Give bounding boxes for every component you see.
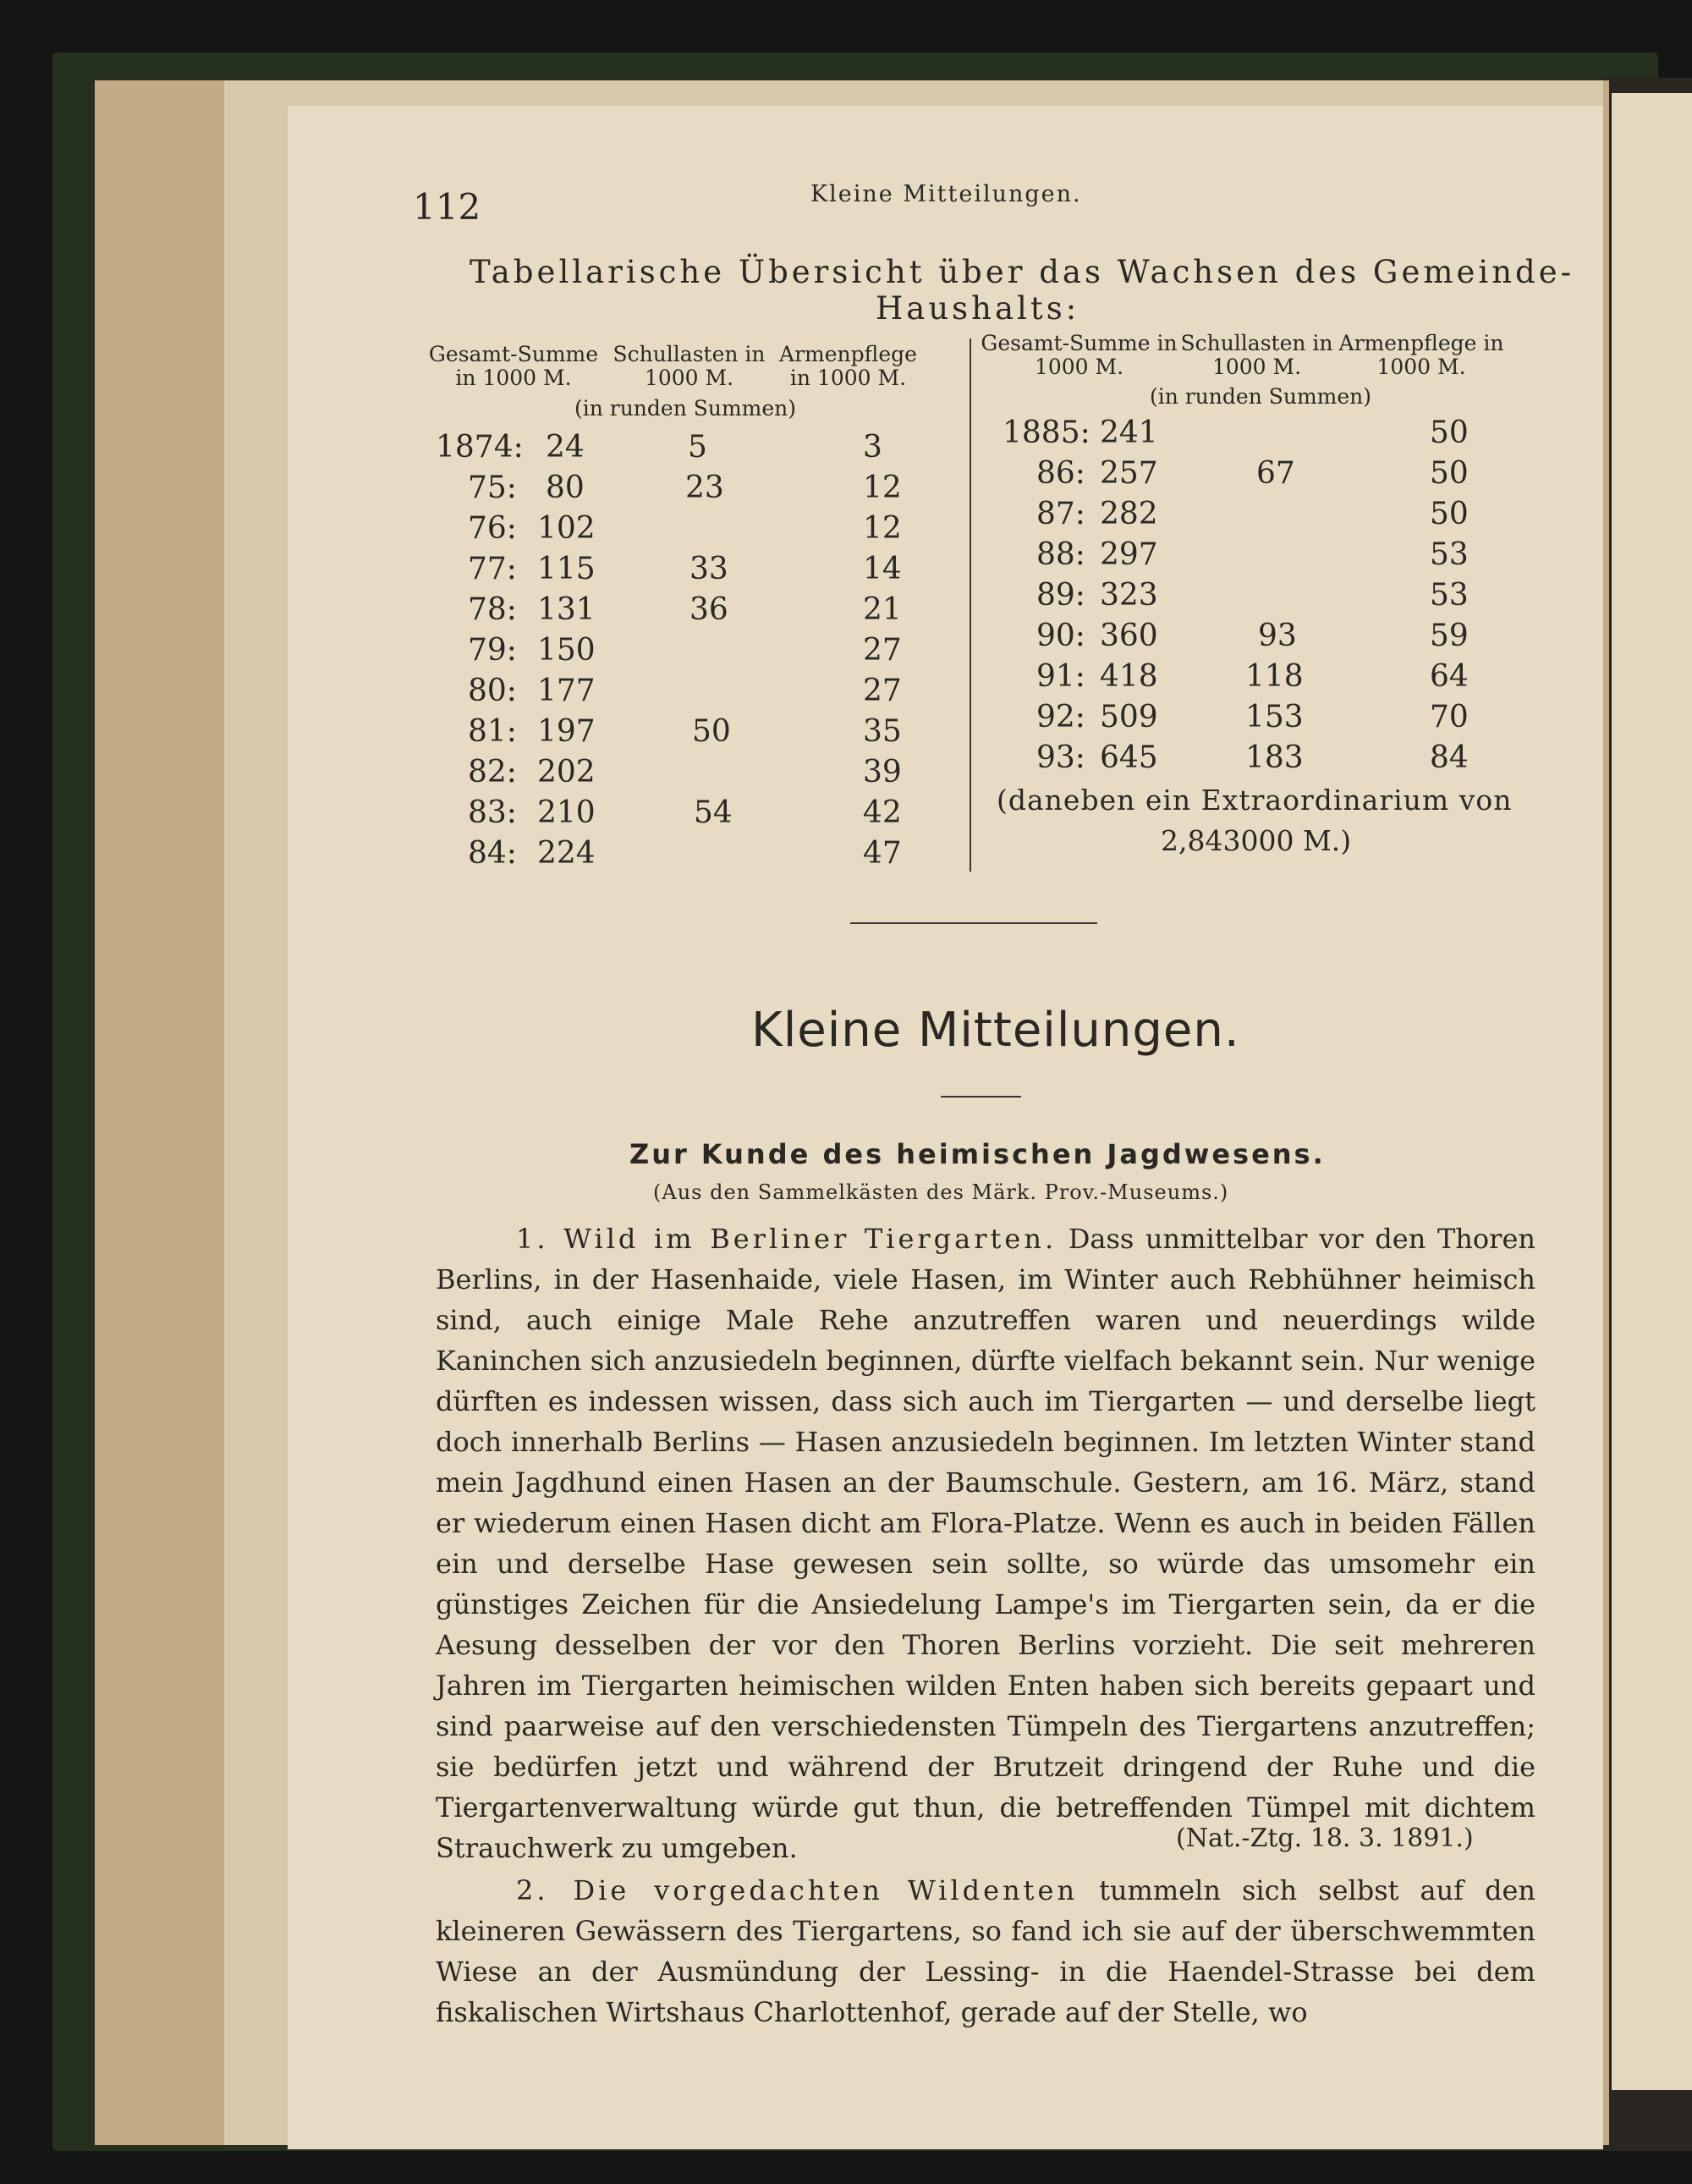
table-row-right-3-poor: 53 (1430, 537, 1469, 572)
table-row-left-1-total: 80 (546, 470, 585, 505)
table-row-right-6-year: 91: (1036, 659, 1085, 694)
table-row-left-7-year: 81: (468, 714, 517, 749)
table-row-left-3-poor: 14 (863, 552, 902, 586)
table-row-left-5-poor: 27 (863, 633, 902, 668)
table-row-right-8-total: 645 (1100, 740, 1158, 775)
table-row-right-7-poor: 70 (1430, 700, 1469, 734)
table-row-right-1-year: 86: (1036, 456, 1085, 491)
paragraph-1 (436, 1219, 1535, 1868)
paragraph-1-source: (Nat.-Ztg. 18. 3. 1891.) (1176, 1824, 1474, 1853)
table-row-right-4-total: 323 (1100, 578, 1158, 613)
table-row-left-0-year: 1874: (436, 430, 524, 465)
table-row-left-9-school: 54 (694, 795, 733, 830)
table-row-right-0-year: 1885: (1003, 415, 1090, 450)
table-row-right-5-school: 93 (1258, 619, 1297, 653)
table-row-right-7-total: 509 (1100, 700, 1158, 734)
table-row-left-5-total: 150 (537, 633, 596, 668)
table-row-left-8-total: 202 (537, 755, 596, 789)
facing-page-edge (1612, 93, 1692, 2090)
left-header-poor: Armenpflege in 1000 M. (779, 342, 917, 390)
extraordinarium-note-line2: 2,843000 M.) (1161, 824, 1352, 857)
extraordinarium-note-line1: (daneben ein Extraordinarium von (997, 784, 1513, 817)
table-row-right-4-poor: 53 (1430, 578, 1469, 613)
table-row-left-2-poor: 12 (863, 511, 902, 546)
table-row-left-3-total: 115 (537, 552, 596, 586)
table-row-right-3-total: 297 (1100, 537, 1158, 572)
table-row-right-4-year: 89: (1036, 578, 1085, 613)
table-row-left-4-total: 131 (537, 592, 596, 627)
table-row-right-7-school: 153 (1245, 700, 1304, 734)
table-row-left-5-year: 79: (468, 633, 517, 668)
table-row-left-8-poor: 39 (863, 755, 902, 789)
table-row-right-1-school: 67 (1256, 456, 1295, 491)
left-header-total: Gesamt-Summe in 1000 M. (428, 342, 599, 390)
left-header-school: Schullasten in 1000 M. (613, 342, 766, 390)
table-row-right-0-poor: 50 (1430, 415, 1469, 450)
table-row-left-1-year: 75: (468, 470, 517, 505)
article-title: Zur Kunde des heimischen Jagdwesens. (629, 1138, 1326, 1170)
right-header-note: (in runden Summen) (1149, 384, 1372, 409)
table-title-line1: Tabellarische Übersicht über das Wachsen des Gemeinde- (470, 254, 1575, 290)
table-row-right-0-total: 241 (1100, 415, 1158, 450)
table-row-left-10-poor: 47 (863, 836, 902, 871)
table-row-left-4-school: 36 (689, 592, 728, 627)
table-row-right-8-school: 183 (1245, 740, 1304, 775)
table-row-left-9-year: 83: (468, 795, 517, 830)
paragraph-2-text: tummeln sich selbst auf den kleineren Gewässern des Tiergartens, so fand ich sie auf der überschwemmten Wiese an der Ausmündung der Lessing- in die Haendel-Strasse bei dem fiskalischen Wirtshaus Charlottenhof, gerade auf der Stelle, wo (436, 1874, 1536, 2028)
table-row-left-4-year: 78: (468, 592, 517, 627)
table-row-left-6-year: 80: (468, 674, 517, 708)
table-row-left-0-poor: 3 (863, 430, 882, 465)
table-row-left-6-total: 177 (537, 674, 596, 708)
table-row-left-9-total: 210 (537, 795, 596, 830)
paragraph-2-label: 2. Die vorgedachten Wildenten (516, 1874, 1079, 1906)
section-divider-rule (850, 922, 1097, 924)
table-column-divider (970, 338, 971, 872)
article-source: (Aus den Sammelkästen des Märk. Prov.-Museums.) (653, 1180, 1229, 1204)
table-row-right-7-year: 92: (1036, 700, 1085, 734)
table-title-line2: Haushalts: (876, 290, 1080, 327)
table-row-left-8-year: 82: (468, 755, 517, 789)
table-row-right-6-total: 418 (1100, 659, 1158, 694)
table-row-left-7-school: 50 (692, 714, 731, 749)
page-number: 112 (413, 186, 481, 228)
right-header-total: Gesamt-Summe in 1000 M. (981, 331, 1178, 379)
table-row-left-0-total: 24 (546, 430, 585, 465)
table-row-left-3-year: 77: (468, 552, 517, 586)
table-row-right-5-total: 360 (1100, 619, 1158, 653)
table-row-left-7-total: 197 (537, 714, 596, 749)
table-row-right-3-year: 88: (1036, 537, 1085, 572)
table-row-left-0-school: 5 (688, 430, 707, 465)
table-row-left-2-total: 102 (537, 511, 596, 546)
table-row-left-10-total: 224 (537, 836, 596, 871)
running-head: Kleine Mitteilungen. (810, 181, 1082, 207)
table-row-left-1-school: 23 (685, 470, 724, 505)
table-row-right-2-year: 87: (1036, 497, 1085, 531)
table-row-right-8-poor: 84 (1430, 740, 1469, 775)
paragraph-1-label: 1. Wild im Berliner Tiergarten. (516, 1223, 1058, 1255)
table-row-right-5-year: 90: (1036, 619, 1085, 653)
table-row-right-2-total: 282 (1100, 497, 1158, 531)
table-row-left-2-year: 76: (468, 511, 517, 546)
table-row-left-1-poor: 12 (863, 470, 902, 505)
left-header-note: (in runden Summen) (574, 396, 797, 421)
paragraph-2 (436, 1870, 1535, 2033)
table-row-left-6-poor: 27 (863, 674, 902, 708)
table-row-left-9-poor: 42 (863, 795, 902, 830)
table-row-right-6-school: 118 (1245, 659, 1304, 694)
table-row-right-2-poor: 50 (1430, 497, 1469, 531)
table-row-right-6-poor: 64 (1430, 659, 1469, 694)
section-title: Kleine Mitteilungen. (751, 1003, 1240, 1058)
right-header-school: Schullasten in 1000 M. (1180, 331, 1333, 379)
paragraph-1-text: Dass unmittelbar vor den Thoren Berlins, in der Hasenhaide, viele Hasen, im Winter auch Rebhühner heimisch sind, auch einige Male Rehe anzutreffen waren und neuerdings wilde Kaninchen sich anzusiedeln beginnen, dürfte vielfach bekannt sein. Nur wenige dürften es indessen wissen, dass sich auch im Tiergarten — und derselbe liegt doch innerhalb Berlins — Hasen anzusiedeln beginnen. Im letzten Winter stand mein Jagdhund einen Hasen an der Baumschule. Gestern, am 16. März, stand er wiederum einen Hasen dicht am Flora-Platze. Wenn es auch in beiden Fällen ein und derselbe Hase gewesen sein sollte, so würde das umsomehr ein günstiges Zeichen für die Ansiedelung Lampe's im Tiergarten sein, da er die Aesung desselben der vor den Thoren Berlins vorzieht. Die seit mehreren Jahren im Tiergarten heimischen wilden Enten haben sich bereits gepaart und sind paarweise auf den verschiedensten Tümpeln des Tiergartens anzutreffen; sie bedürfen jetzt und während der Brutzeit dringend der Ruhe und die Tiergartenverwaltung würde gut thun, die betreffenden Tümpel mit dichtem Strauchwerk zu umgeben. (436, 1223, 1536, 1864)
table-row-left-7-poor: 35 (863, 714, 902, 749)
table-row-left-3-school: 33 (689, 552, 728, 586)
table-row-right-8-year: 93: (1036, 740, 1085, 775)
short-divider-rule (941, 1096, 1021, 1098)
table-row-left-4-poor: 21 (863, 592, 902, 627)
right-header-poor: Armenpflege in 1000 M. (1338, 331, 1504, 379)
table-row-right-1-poor: 50 (1430, 456, 1469, 491)
table-row-left-10-year: 84: (468, 836, 517, 871)
table-row-right-5-poor: 59 (1430, 619, 1469, 653)
table-row-right-1-total: 257 (1100, 456, 1158, 491)
